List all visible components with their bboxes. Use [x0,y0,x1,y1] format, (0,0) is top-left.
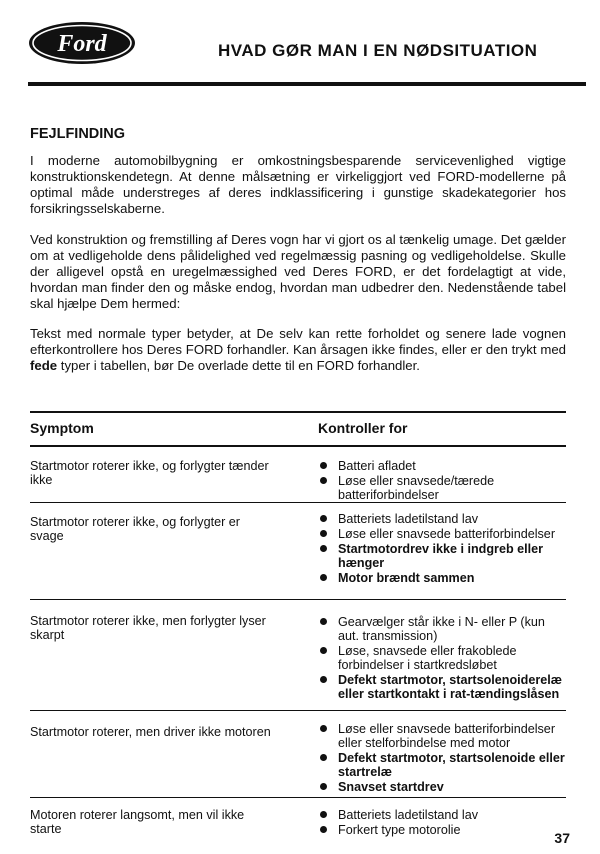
ford-logo [27,20,137,66]
section-title: FEJLFINDING [30,126,126,142]
bullet-icon [320,754,327,761]
check-item [318,823,566,837]
troubleshooting-table [30,411,566,836]
symptom-cell: Startmotor roterer ikke, og forlygter tænder ikke [30,459,269,487]
check-item [318,459,566,473]
table-row [30,600,566,711]
check-item [318,751,566,779]
check-text: Gearvælger står ikke i N- eller P (kun aut. transmission) [338,615,545,643]
check-list [318,808,566,838]
check-item [318,527,566,541]
check-item [318,808,566,822]
table-body [30,447,566,836]
check-item [318,512,566,526]
bullet-icon [320,545,327,552]
check-item [318,780,566,794]
check-list [318,722,566,795]
check-item [318,615,566,643]
bullet-icon [320,725,327,732]
bullet-icon [320,515,327,522]
check-text: Defekt startmotor, startsolenoiderelæ eller startkontakt i rat-tændingslåsen [338,673,562,701]
bullet-icon [320,647,327,654]
check-text: Batteriets ladetilstand lav [338,512,479,526]
check-text: Løse eller snavsede batteriforbindelser [338,527,556,541]
table-row [30,798,566,836]
symptom-cell: Startmotor roterer ikke, og forlygter er svage [30,515,240,543]
check-text: Motor brændt sammen [338,571,475,585]
bullet-icon [320,811,327,818]
symptom-column-header: Symptom [30,420,94,436]
bullet-icon [320,618,327,625]
check-text: Løse eller snavsede/tærede batteriforbindelser [338,474,495,502]
check-text: Batteri afladet [338,459,416,473]
construction-paragraph: Ved konstruktion og fremstilling af Deres vogn har vi gjort os al tænkelig umage. Det gælder om at vedligeholde dens pålidelighed ved regelmæssig pasning og vedligeholdelse. Skulle der alligevel opstå en uregelmæssighed ved Deres FORD, er det fordelagtigt at vide, hvordan man finder den og måske endog, hvordan man udbedrer den. Nedenstående tabel skal hjælpe Dem hermed: [30,232,566,311]
table-header [30,411,566,447]
page-title: HVAD GØR MAN I EN NØDSITUATION [218,41,538,60]
bullet-icon [320,477,327,484]
symptom-cell: Motoren roterer langsomt, men vil ikke starte [30,808,245,836]
bullet-icon [320,826,327,833]
bullet-icon [320,676,327,683]
check-text: Forkert type motorolie [338,823,461,837]
table-row [30,503,566,600]
symptom-cell: Startmotor roterer ikke, men forlygter lyser skarpt [30,614,266,642]
check-text: Løse eller snavsede batteriforbindelser eller stelforbindelse med motor [338,722,556,750]
bullet-icon [320,462,327,469]
check-text: Batteriets ladetilstand lav [338,808,479,822]
table-row [30,447,566,503]
svg-text:Ford: Ford [57,31,107,57]
legend-paragraph: Tekst med normale typer betyder, at De selv kan rette forholdet og senere lade vognen efterkontrollere hos Deres FORD forhandler. Kan årsagen ikke findes, eller er den trykt med fede typer i tabellen, bør De overlade dette til en FORD forhandler. [30,326,566,373]
intro-paragraph: I moderne automobilbygning er omkostningsbesparende servicevenlighed vigtige konstruktionskendetegn. At denne målsætning er virkeliggjort ved FORD-modellerne på optimal måde understreges af deres indklassificering i gunstige skadekategorier hos forsikringsselskaberne. [30,153,566,216]
check-text: Snavset startdrev [338,780,444,794]
check-item [318,474,566,502]
check-item [318,644,566,672]
check-item [318,571,566,585]
check-text: Startmotordrev ikke i indgreb eller hænger [338,542,544,570]
bullet-icon [320,783,327,790]
check-text: Defekt startmotor, startsolenoide eller startrelæ [338,751,565,779]
symptom-cell: Startmotor roterer, men driver ikke motoren [30,725,271,739]
check-list [318,512,566,586]
check-list [318,459,566,503]
bullet-icon [320,530,327,537]
check-list [318,615,566,702]
bullet-icon [320,574,327,581]
header-divider [28,82,586,86]
check-text: Løse, snavsede eller frakoblede forbindelser i startkredsløbet [338,644,517,672]
check-column-header: Kontroller for [318,420,408,436]
check-item [318,673,566,701]
check-item [318,722,566,750]
table-row [30,711,566,798]
check-item [318,542,566,570]
page-number: 37 [554,830,570,846]
